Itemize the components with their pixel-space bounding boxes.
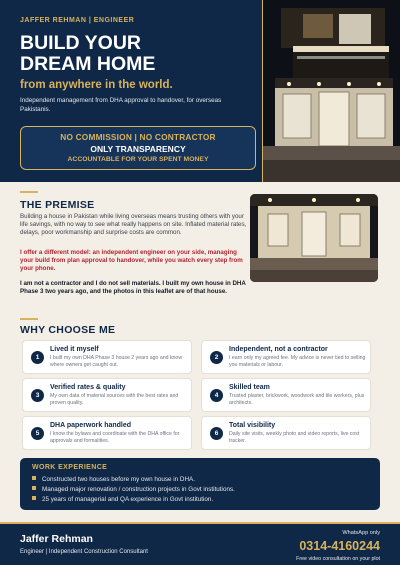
bullet-icon [32, 486, 36, 490]
why-accent-bar [20, 318, 38, 320]
why-card [22, 416, 192, 450]
card-title: Independent, not a contractor [229, 346, 328, 353]
why-card [201, 416, 371, 450]
card-text: I earn only my agreed fee. My advice is never tied to selling you materials or labour. [229, 355, 366, 368]
premise-paragraph-3: I am not a contractor and I do not sell materials. I built my own house in DHA Phase 3 two years ago, and the photos in this leaflet are of that house. [20, 280, 246, 295]
card-number-badge: 6 [210, 427, 223, 440]
footer-name: Jaffer Rehman [20, 533, 93, 545]
work-item-text: Managed major renovation / construction projects in Govt institutions. [42, 486, 235, 493]
card-number-badge: 4 [210, 389, 223, 402]
hero-title [20, 33, 260, 75]
work-item-text: 25 years of managerial and QA experience in Govt institution. [42, 496, 214, 503]
hero-description: Independent management from DHA approval to handover, for overseas Pakistanis. [20, 97, 222, 113]
bullet-icon [32, 496, 36, 500]
work-experience-title: WORK EXPERIENCE [32, 464, 108, 471]
house-photo [262, 0, 400, 182]
premise-house-photo [250, 194, 378, 282]
premise-paragraph-1: Building a house in Pakistan while living overseas means trusting others with your life savings, with no way to see what really happens on site. Inflated material rates, delays, poor workmanship and surprise costs are common. [20, 213, 247, 236]
work-experience-item [32, 486, 235, 493]
hero-text-block [0, 0, 262, 182]
work-experience-box [20, 458, 380, 510]
promise-box [20, 126, 256, 170]
hero-section [0, 0, 400, 182]
card-title: DHA paperwork handled [50, 422, 132, 429]
card-title: Total visibility [229, 422, 276, 429]
whatsapp-label: WhatsApp only [342, 530, 380, 536]
card-number-badge: 3 [31, 389, 44, 402]
card-text: I built my own DHA Phase 3 house 2 years ago and know where owners get caught out. [50, 355, 183, 368]
premise-accent-bar [20, 191, 38, 193]
card-text: I know the bylaws and coordinate with the DHA office for approvals and formalities. [50, 431, 180, 444]
hero-subtitle: from anywhere in the world. [20, 79, 173, 91]
card-number-badge: 2 [210, 351, 223, 364]
why-card [201, 340, 371, 374]
why-title: WHY CHOOSE ME [20, 324, 116, 336]
promise-line2: ONLY TRANSPARENCY [90, 144, 186, 154]
card-number-badge: 5 [31, 427, 44, 440]
promise-line1: NO COMMISSION | NO CONTRACTOR [60, 132, 216, 142]
card-title: Verified rates & quality [50, 384, 126, 391]
card-text: Daily site visits, weekly photo and video reports, live cost tracker. [229, 431, 360, 444]
promise-line3: ACCOUNTABLE FOR YOUR SPENT MONEY [67, 156, 209, 163]
work-item-text: Constructed two houses before my own house in DHA. [42, 476, 195, 483]
work-experience-item [32, 496, 213, 503]
bullet-icon [32, 476, 36, 480]
work-experience-item [32, 476, 195, 483]
consultation-note: Free video consultation on your plot [296, 556, 380, 562]
hero-title-line2: DREAM HOME [20, 53, 156, 75]
card-text: My own data of material sources with the best rates and proven quality. [50, 393, 179, 406]
card-title: Lived it myself [50, 346, 99, 353]
house-photo-illustration [263, 0, 400, 182]
footer [0, 522, 400, 565]
why-card [22, 378, 192, 412]
card-text: Trusted plaster, brickwork, woodwork and tile workers, plus architects. [229, 393, 365, 406]
why-card [22, 340, 192, 374]
card-title: Skilled team [229, 384, 270, 391]
footer-role: Engineer | Independent Construction Consultant [20, 549, 148, 555]
premise-title: THE PREMISE [20, 199, 95, 211]
hero-title-line1: BUILD YOUR [20, 32, 141, 54]
author-tag: JAFFER REHMAN | ENGINEER [20, 17, 135, 24]
premise-photo-illustration [250, 194, 378, 282]
why-card [201, 378, 371, 412]
phone-number[interactable]: 0314-4160244 [299, 539, 380, 553]
premise-paragraph-2: I offer a different model: an independent engineer on your side, managing your build from plan approval to handover, while you watch every step from your phone. [20, 249, 243, 272]
card-number-badge: 1 [31, 351, 44, 364]
